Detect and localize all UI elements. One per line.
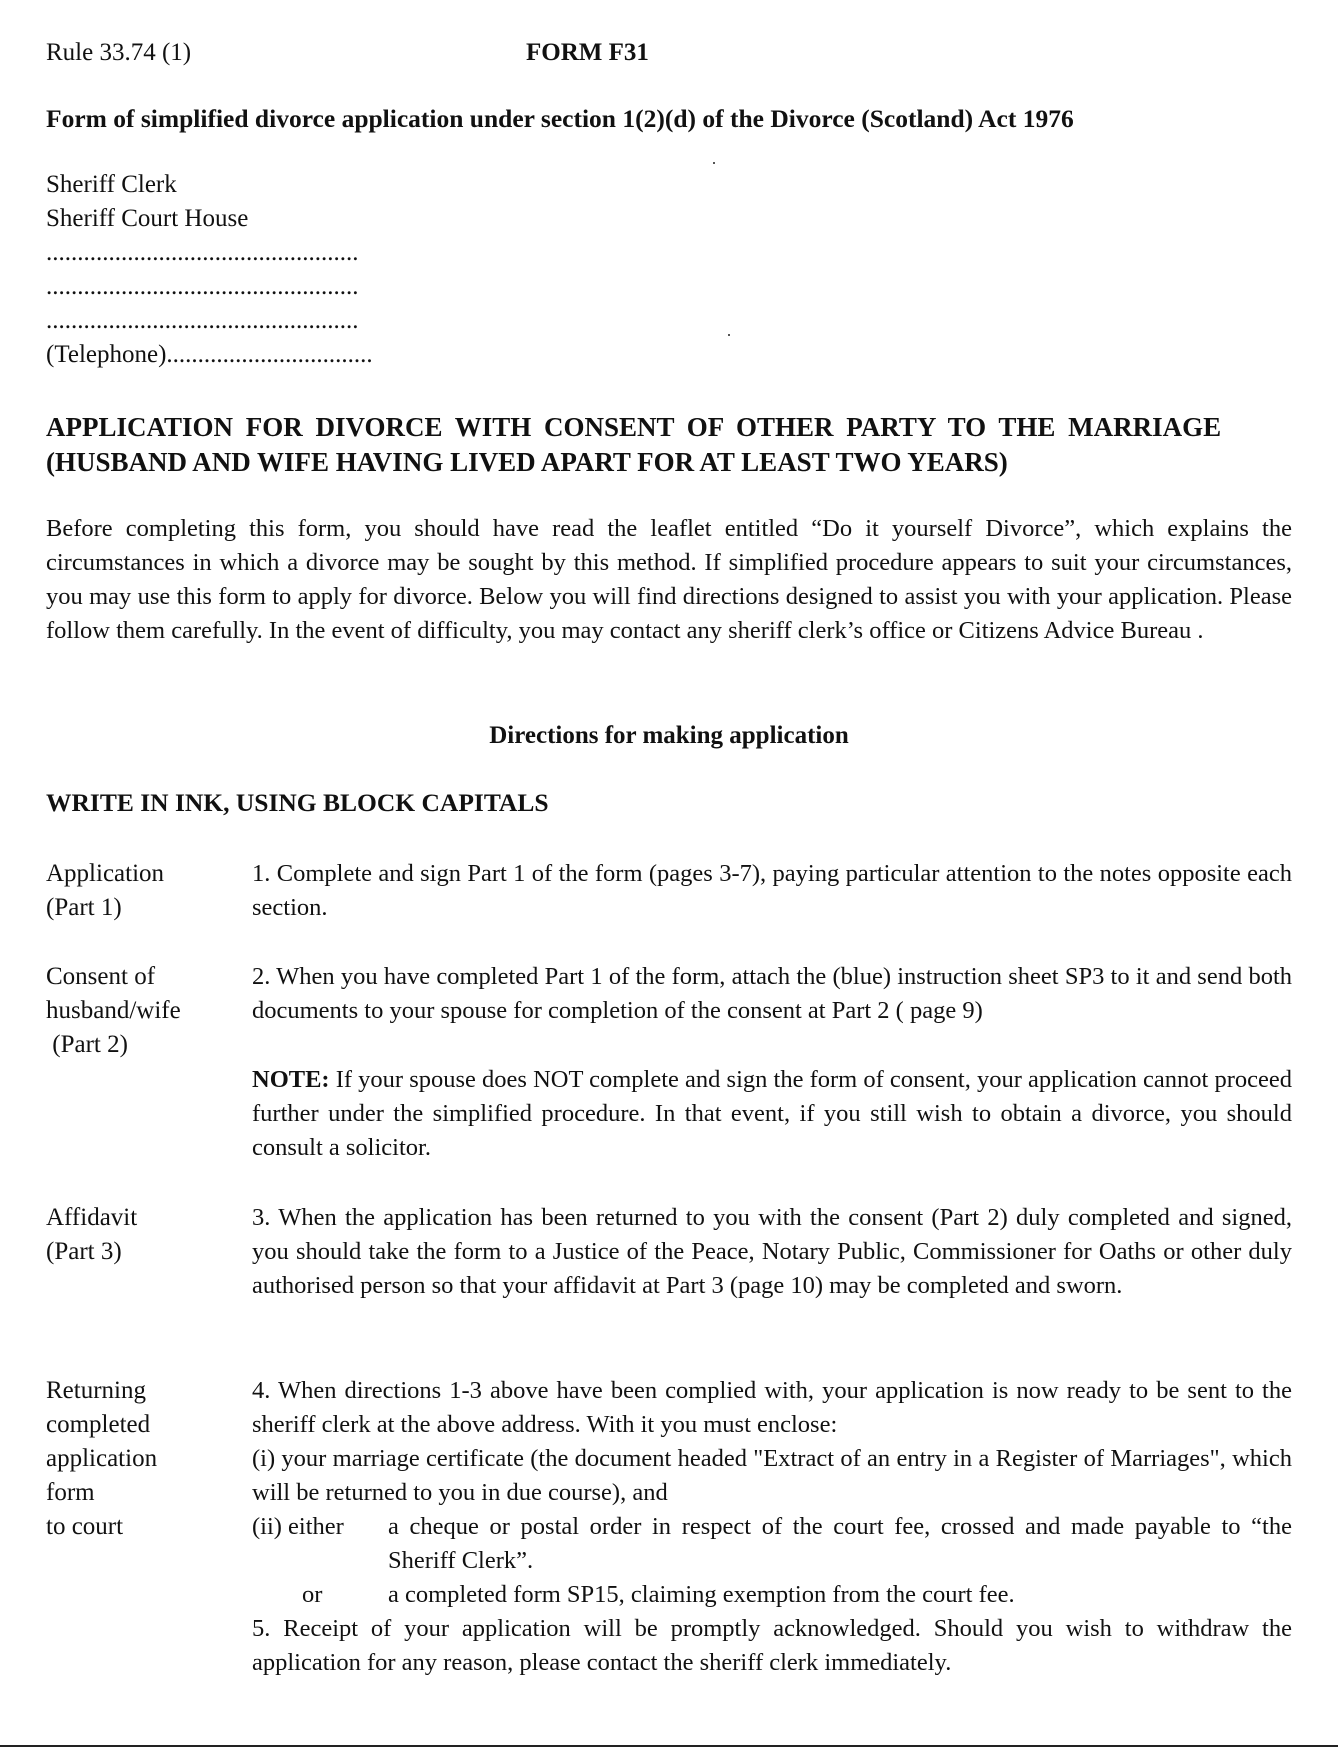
direction-1: 1. Complete and sign Part 1 of the form (pages 3-7), paying particular attention to the notes opposite each section. <box>252 860 1292 921</box>
either-text: a cheque or postal order in respect of the court fee, crossed and made payable to “the Sheriff Clerk”. <box>388 1513 1292 1574</box>
section-label-consent <box>46 960 246 1062</box>
address-line-court-house: Sheriff Court House <box>46 205 249 232</box>
or-label: or <box>302 1581 323 1608</box>
page-bottom-rule <box>0 1745 1338 1747</box>
direction-2: 2. When you have completed Part 1 of the form, attach the (blue) instruction sheet SP3 to it and send both documents to your spouse for completion of the consent at Part 2 ( page 9) <box>252 963 1292 1024</box>
label-line: Consent of <box>46 963 156 990</box>
label-line: Returning <box>46 1377 146 1404</box>
scan-speck <box>713 162 715 164</box>
application-title <box>46 410 1296 480</box>
label-line: (Part 3) <box>46 1238 122 1265</box>
address-blank-line[interactable]: .................................................. <box>46 239 359 266</box>
enclosure-or <box>252 1578 1292 1612</box>
either-label: (ii) either <box>252 1513 344 1540</box>
label-line: form <box>46 1479 95 1506</box>
note-label: NOTE: <box>252 1066 330 1093</box>
direction-5: 5. Receipt of your application will be promptly acknowledged. Should you wish to withdraw the application for any reason, please contact the sheriff clerk immediately. <box>252 1615 1292 1676</box>
intro-paragraph: Before completing this form, you should have read the leaflet entitled “Do it yourself Divorce”, which explains the circumstances in which a divorce may be sought by this method. If simplified procedure appears to suit your circumstances, you may use this form to apply for divorce. Below you will find directions designed to assist you with your application. Please follow them carefully. In the event of difficulty, you may contact any sheriff clerk’s office or Citizens Advice Bureau . <box>46 515 1292 644</box>
or-text: a completed form SP15, claiming exemption from the court fee. <box>388 1581 1015 1608</box>
section-label-affidavit <box>46 1201 246 1269</box>
label-line: (Part 1) <box>46 894 122 921</box>
label-line: Affidavit <box>46 1204 138 1231</box>
directions-heading: Directions for making application <box>489 722 849 749</box>
label-line: to court <box>46 1513 124 1540</box>
section-label-returning <box>46 1374 246 1544</box>
scan-speck <box>728 334 730 336</box>
enclosure-item-i: (i) your marriage certificate (the document headed "Extract of an entry in a Register of Marriages", which will be returned to you in due course), and <box>252 1445 1292 1506</box>
address-blank-line[interactable]: .................................................. <box>46 273 359 300</box>
consent-note <box>252 1063 1292 1165</box>
label-line: completed <box>46 1411 151 1438</box>
label-line: (Part 2) <box>46 1031 128 1058</box>
title-line-1: APPLICATION FOR DIVORCE WITH CONSENT OF OTHER PARTY TO THE MARRIAGE <box>46 412 1222 442</box>
ink-notice: WRITE IN INK, USING BLOCK CAPITALS <box>46 788 549 817</box>
address-line-sheriff-clerk: Sheriff Clerk <box>46 171 177 198</box>
form-title: Form of simplified divorce application under section 1(2)(d) of the Divorce (Scotland) Act 1976 <box>46 104 1074 133</box>
label-line: application <box>46 1445 158 1472</box>
form-number: FORM F31 <box>526 39 649 66</box>
label-line: Application <box>46 860 165 887</box>
note-text: If your spouse does NOT complete and sign the form of consent, your application cannot proceed further under the simplified procedure. In that event, if you still wish to obtain a divorce, you should consult a solicitor. <box>252 1066 1292 1161</box>
address-blank-line[interactable]: .................................................. <box>46 307 359 334</box>
rule-reference: Rule 33.74 (1) <box>46 39 192 66</box>
direction-3: 3. When the application has been returned to you with the consent (Part 2) duly completed and signed, you should take the form to a Justice of the Peace, Notary Public, Commissioner for Oaths or other duly authorised person so that your affidavit at Part 3 (page 10) may be completed and sworn. <box>252 1204 1292 1299</box>
title-line-2: (HUSBAND AND WIFE HAVING LIVED APART FOR AT LEAST TWO YEARS) <box>46 447 1008 477</box>
address-block <box>46 168 373 372</box>
enclosure-item-ii <box>252 1510 1292 1578</box>
direction-4: 4. When directions 1-3 above have been complied with, your application is now ready to be sent to the sheriff clerk at the above address. With it you must enclose: <box>252 1377 1292 1438</box>
label-line: husband/wife <box>46 997 181 1024</box>
section-label-application <box>46 857 246 925</box>
direction-4-block <box>252 1374 1292 1680</box>
telephone-line[interactable]: (Telephone)................................. <box>46 341 373 368</box>
